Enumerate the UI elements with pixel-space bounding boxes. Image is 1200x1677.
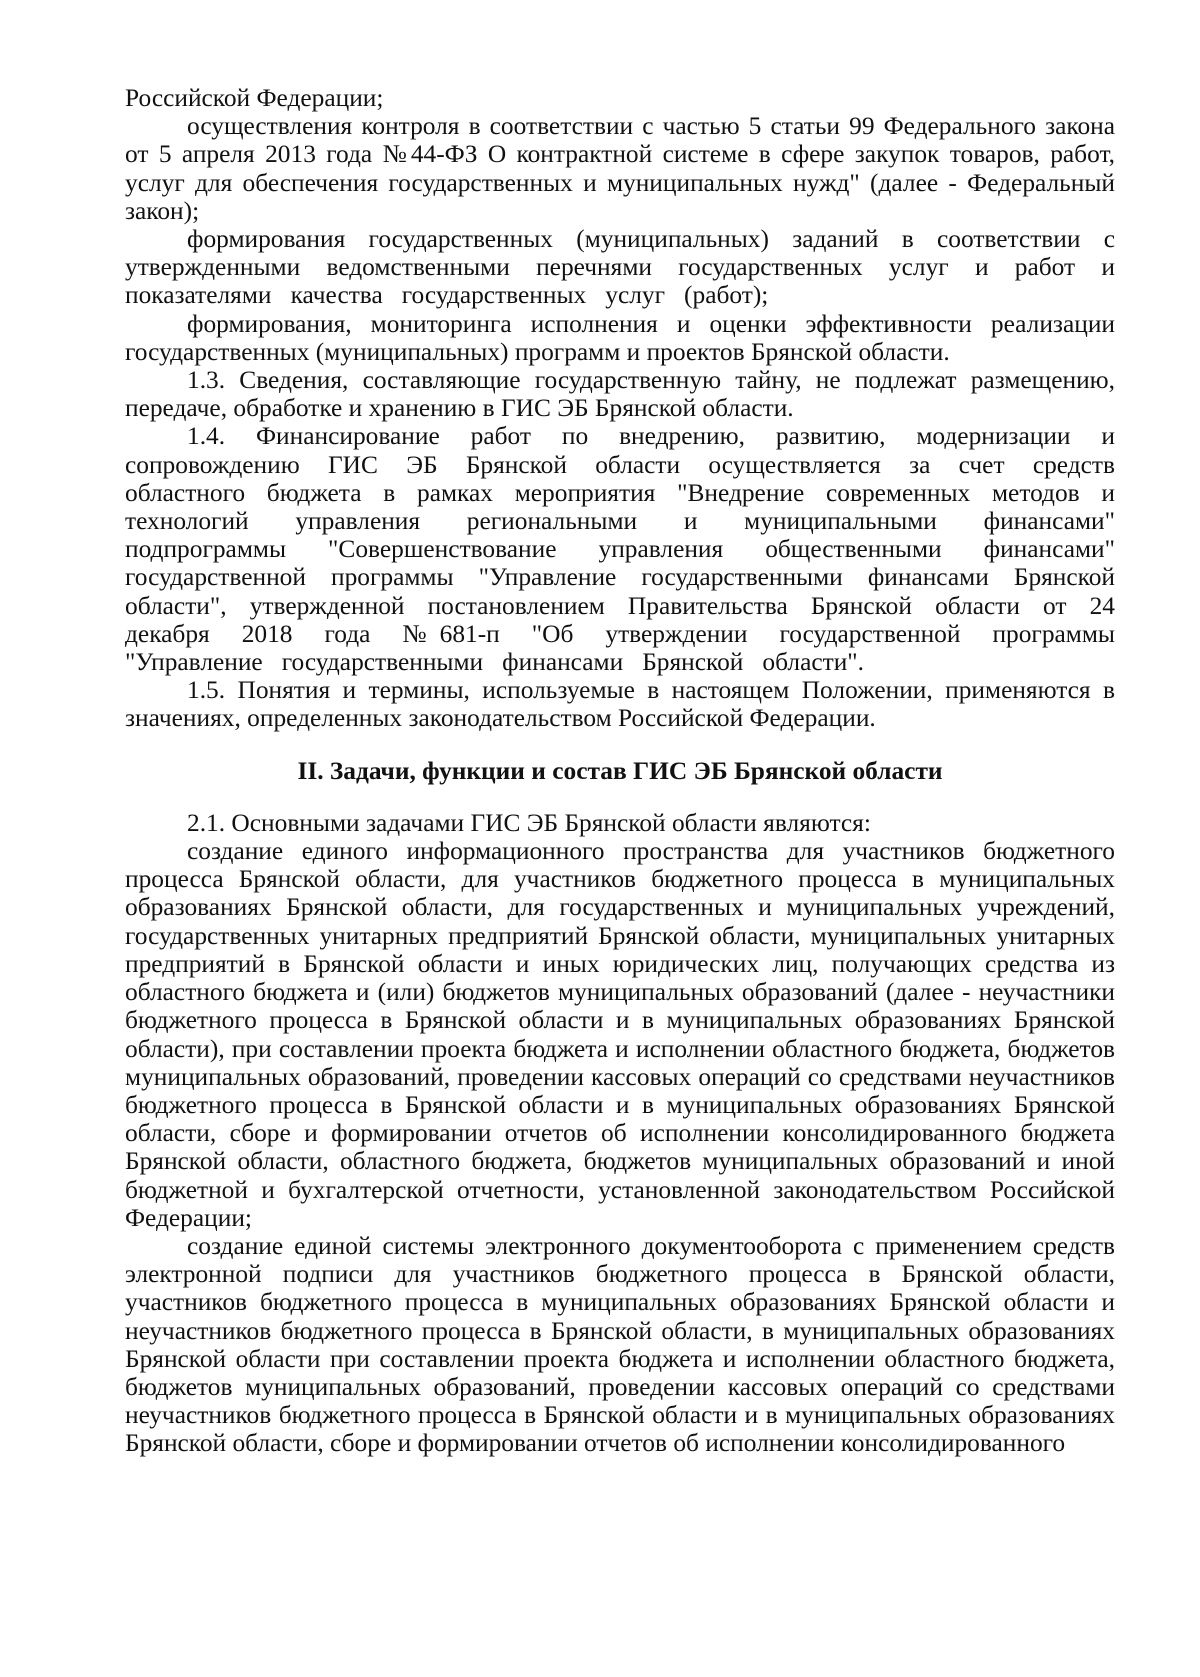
paragraph-edo-system: создание единой системы электронного документооборота с применением средств электронной подписи для участников бюджетного процесса в Брянской области, участников бюджетного процесса в муниципальных образованиях Брянской области и неучастников бюджетного процесса в Брянской области, в муниципальных образованиях Брянской области при составлении проекта бюджета и исполнении областного бюджета, бюджетов муниципальных образований, проведении кассовых операций со средствами неучастников бюджетного процесса в Брянской области и в муниципальных образованиях Брянской области, сборе и формировании отчетов об исполнении консолидированного — [125, 1231, 1115, 1458]
paragraph-1-3: 1.3. Сведения, составляющие государственную тайну, не подлежат размещению, передаче, обработке и хранению в ГИС ЭБ Брянской области. — [125, 366, 1115, 423]
section-heading: II. Задачи, функции и состав ГИС ЭБ Брянской области — [297, 756, 943, 785]
paragraph-programs: формирования, мониторинга исполнения и оценки эффективности реализации государственных (муниципальных) программ и проектов Брянской области. — [125, 309, 1115, 366]
paragraph-1-5: 1.5. Понятия и термины, используемые в настоящем Положении, применяются в значениях, определенных законодательством Российской Федерации. — [125, 676, 1115, 733]
document-body — [125, 84, 1115, 1458]
paragraph-continuation: Российской Федерации; — [125, 84, 384, 112]
paragraph-control: осуществления контроля в соответствии с частью 5 статьи 99 Федерального закона от 5 апреля 2013 года №44-ФЗ О контрактной системе в сфере закупок товаров, работ, услуг для обеспечения государственных и муниципальных нужд" (далее - Федеральный закон); — [125, 112, 1115, 225]
paragraph-2-1: 2.1. Основными задачами ГИС ЭБ Брянской области являются: — [187, 808, 871, 837]
paragraph-unified-space: создание единого информационного пространства для участников бюджетного процесса Брянской области, для участников бюджетного процесса в муниципальных образованиях Брянской области, для государственных и муниципальных учреждений, государственных унитарных предприятий Брянской области, муниципальных унитарных предприятий в Брянской области и иных юридических лиц, получающих средства из областного бюджета и (или) бюджетов муниципальных образований (далее - неучастники бюджетного процесса в Брянской области и в муниципальных образованиях Брянской области), при составлении проекта бюджета и исполнении областного бюджета, бюджетов муниципальных образований, проведении кассовых операций со средствами неучастников бюджетного процесса в Брянской области и в муниципальных образованиях Брянской области, сборе и формировании отчетов об исполнении консолидированного бюджета Брянской области, областного бюджета, бюджетов муниципальных образований и иной бюджетной и бухгалтерской отчетности, установленной законодательством Российской Федерации; — [125, 837, 1115, 1232]
paragraph-1-4: 1.4. Финансирование работ по внедрению, развитию, модернизации и сопровождению ГИС ЭБ Брянской области осуществляется за счет средств областного бюджета в рамках мероприятия "Внедрение современных методов и технологий управления региональными и муниципальными финансами" подпрограммы "Совершенствование управления общественными финансами" государственной программы "Управление государственными финансами Брянской области", утвержденной постановлением Правительства Брянской области от 24 декабря 2018 года №681-п "Об утверждении государственной программы "Управление государственными финансами Брянской области". — [125, 422, 1115, 677]
paragraph-state-tasks: формирования государственных (муниципальных) заданий в соответствии с утвержденными ведомственными перечнями государственных услуг и работ и показателями качества государственных услуг (работ); — [125, 225, 1115, 310]
